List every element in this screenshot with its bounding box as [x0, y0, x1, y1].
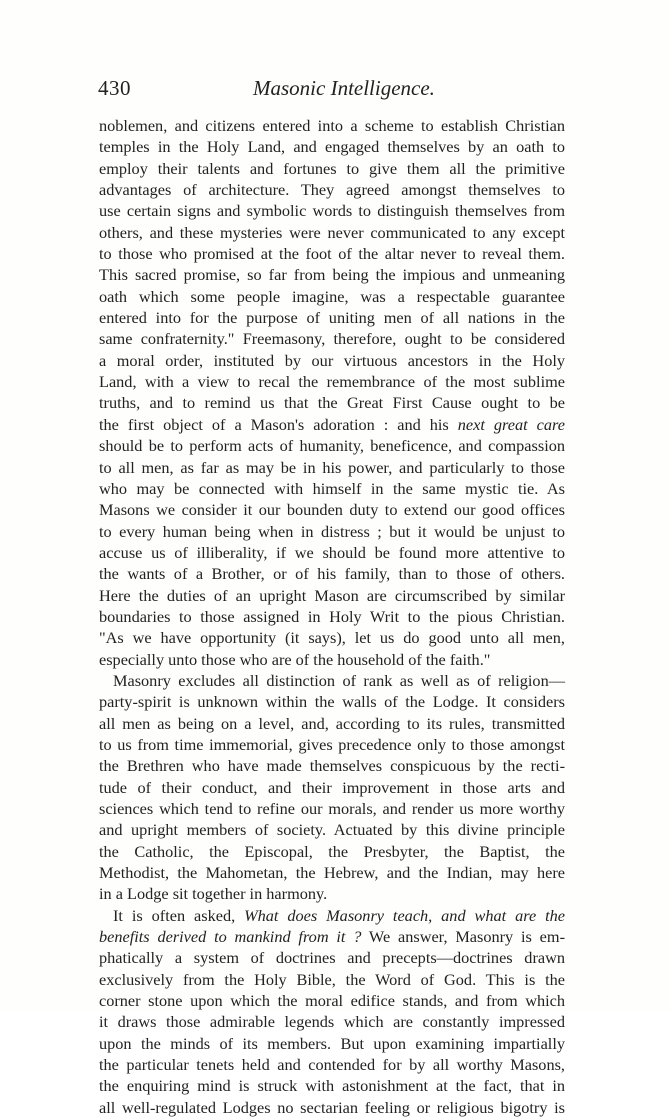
- text-line: accuse us of illiberality, if we should be found more attentive to: [99, 542, 565, 562]
- text-line: party-spirit is unknown within the walls of the Lodge. It considers: [99, 692, 565, 712]
- paragraph-start-line-with-italic: [99, 905, 565, 926]
- italic-question-continued: benefits derived to mankind from it ?: [99, 927, 362, 947]
- text-line: Here the duties of an upright Mason are circumscribed by similar: [99, 585, 565, 605]
- text-line: truths, and to remind us that the Great First Cause ought to be: [99, 393, 565, 413]
- italic-question: What does Masonry teach, and what are the: [244, 905, 565, 925]
- text-line-with-italic: [99, 414, 565, 435]
- text-line-with-italic: [99, 926, 565, 947]
- text-line: same confraternity." Freemasony, therefore, ought to be considered: [99, 329, 565, 349]
- text-line: "As we have opportunity (it says), let us do good unto all men,: [99, 628, 565, 648]
- text-line: noblemen, and citizens entered into a scheme to establish Christian: [99, 116, 565, 135]
- text-line: others, and these mysteries were never communicated to any except: [99, 222, 565, 242]
- text-line: exclusively from the Holy Bible, the Word of God. This is the: [99, 969, 565, 989]
- text-line: and upright members of society. Actuated by this divine principle: [99, 820, 565, 840]
- text-line: a moral order, instituted by our virtuous ancestors in the Holy: [99, 350, 565, 370]
- body-text: [99, 115, 565, 1118]
- text-line: use certain signs and symbolic words to distinguish themselves from: [99, 201, 565, 221]
- text-line: tude of their conduct, and their improvement in those arts and: [99, 777, 565, 797]
- text-line: all well-regulated Lodges no sectarian feeling or religious bigotry is: [99, 1097, 565, 1117]
- text-line: Masons we consider it our bounden duty to extend our good offices: [99, 500, 565, 520]
- text-line: to those who promised at the foot of the altar never to reveal them.: [99, 244, 565, 264]
- text-line: to every human being when in distress ; but it would be unjust to: [99, 521, 565, 541]
- text-line: should be to perform acts of humanity, beneficence, and compassion: [99, 436, 565, 456]
- page-number: 430: [98, 76, 131, 100]
- text-line: Methodist, the Mahometan, the Hebrew, and the Indian, may here: [99, 863, 565, 883]
- italic-phrase: next great care: [457, 414, 565, 434]
- text-line: the Catholic, the Episcopal, the Presbyter, the Baptist, the: [99, 841, 565, 861]
- text-line: entered into for the purpose of uniting men of all nations in the: [99, 308, 565, 328]
- text-line: to all men, as far as may be in his power, and particularly to those: [99, 457, 565, 477]
- text-line: to us from time immemorial, gives precedence only to those amongst: [99, 734, 565, 754]
- paragraph-end-line: especially unto those who are of the household of the faith.": [99, 649, 491, 669]
- text-line: upon the minds of its members. But upon examining impartially: [99, 1033, 565, 1053]
- text-line: advantages of architecture. They agreed amongst themselves to: [99, 180, 565, 200]
- text-line: Land, with a view to recal the remembrance of the most sublime: [99, 372, 565, 392]
- text-line: who may be connected with himself in the same mystic tie. As: [99, 478, 565, 498]
- text-line: the Brethren who have made themselves conspicuous by the recti-: [99, 756, 565, 776]
- text-line: the particular tenets held and contended for by all worthy Masons,: [99, 1055, 565, 1075]
- text-line: sciences which tend to refine our morals, and render us more worthy: [99, 799, 565, 818]
- text-fragment: We answer, Masonry is em-: [368, 927, 565, 947]
- text-line: boundaries to those assigned in Holy Writ to the pious Christian.: [99, 606, 565, 626]
- text-line: it draws those admirable legends which are constantly impressed: [99, 1012, 565, 1032]
- text-line: temples in the Holy Land, and engaged themselves by an oath to: [99, 137, 565, 157]
- text-line: phatically a system of doctrines and precepts—doctrines drawn: [99, 948, 565, 968]
- text-fragment: the first object of a Mason's adoration : and his: [99, 414, 449, 434]
- text-line: the enquiring mind is struck with astonishment at the fact, that in: [99, 1076, 565, 1096]
- text-line: the wants of a Brother, or of his family, than to those of others.: [99, 564, 565, 584]
- text-line: This sacred promise, so far from being the impious and unmeaning: [99, 265, 565, 285]
- text-line: oath which some people imagine, was a respectable guarantee: [99, 286, 565, 306]
- paragraph-end-line: in a Lodge sit together in harmony.: [99, 884, 328, 904]
- running-head: [98, 76, 568, 108]
- text-fragment: It is often asked,: [113, 905, 236, 925]
- text-line: all men as being on a level, and, according to its rules, transmitted: [99, 713, 565, 733]
- paragraph-start-line: Masonry excludes all distinction of rank as well as of religion—: [113, 670, 565, 690]
- text-line: employ their talents and fortunes to give them all the primitive: [99, 158, 565, 178]
- running-title: Masonic Intelligence.: [253, 76, 435, 100]
- text-line: corner stone upon which the moral edifice stands, and from which: [99, 991, 565, 1011]
